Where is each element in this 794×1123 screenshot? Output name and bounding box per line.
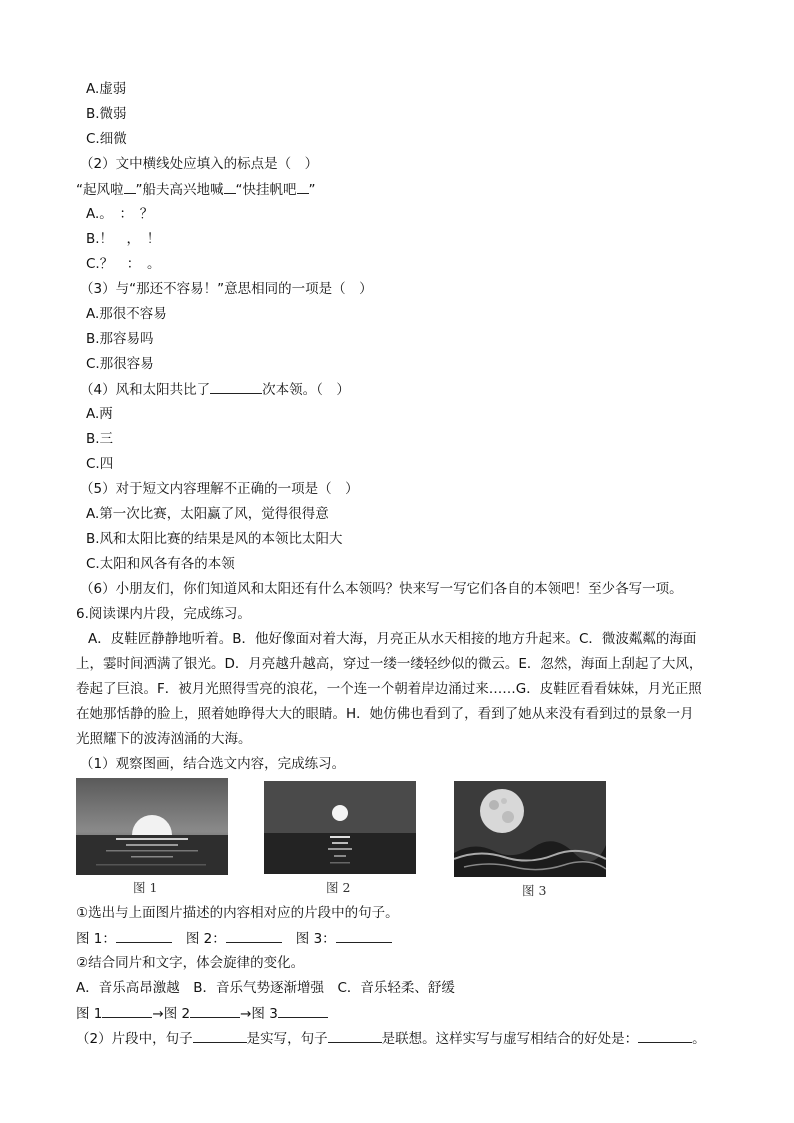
option-b: B.三 [86,431,114,447]
question-4-stem [80,380,350,399]
stem-text: 次本领。（ ） [262,382,350,398]
stem-text: 是实写，句子 [246,1031,328,1047]
sub-question-2 [76,1029,706,1048]
music-options: A．音乐高昂激越 B．音乐气势逐渐增强 C．音乐轻柔、舒缓 [76,980,455,996]
quote-part: “快挂帆吧 [235,182,297,198]
option-a: A.那很不容易 [86,306,167,322]
passage-line: 卷起了巨浪。F．被月光照得雪亮的浪花，一个连一个朝着岸边涌过来……G．皮鞋匠看看妹妹，月光正照 [76,681,702,697]
answer-blank [116,929,172,943]
figure-label: 图 2： [185,931,226,947]
option-c: C.细微 [86,131,127,147]
blank [224,180,236,194]
passage-line: 在她那恬静的脸上，照着她睁得大大的眼睛。H．她仿佛也看到了，看到了她从来没有看到过的景象一月 [76,706,694,722]
option-a: A.两 [86,406,113,422]
figure-flow-row [76,1004,328,1023]
answer-blank [193,1029,247,1043]
question-2-quote [76,180,316,199]
answer-blank [190,1004,240,1018]
passage-line: A．皮鞋匠静静地听着。B．他好像面对着大海，月亮正从水天相接的地方升起来。C．微波粼粼的海面 [88,631,697,647]
moonrise-over-sea-illustration [76,778,228,875]
figure-caption: 图 1 [133,880,158,895]
figure-label: 图 3： [295,931,336,947]
moon-high-over-sea-illustration [264,781,416,874]
option-b: B.微弱 [86,106,127,122]
moon-image-2 [264,781,416,874]
option-b: B.那容易吗 [86,331,154,347]
option-c: C.那很容易 [86,356,154,372]
option-a: A.虚弱 [86,81,127,97]
flow-label: →图 3 [240,1006,278,1022]
blank [297,180,309,194]
quote-part: ”船夫高兴地喊 [135,182,224,198]
option-c: C.？ ： 。 [86,256,161,272]
stem-text: （2）片段中，句子 [76,1031,193,1047]
option-a: A.。 ： ？ [86,206,154,222]
flow-label: 图 1 [76,1006,103,1022]
blank [124,180,136,194]
question-2-stem: （2）文中横线处应填入的标点是（ ） [80,156,319,172]
answer-blank [226,929,282,943]
sub-question-1a: ①选出与上面图片描述的内容相对应的片段中的句子。 [76,905,399,921]
quote-part: ” [308,182,316,198]
moon-image-3 [454,781,606,877]
question-5-stem: （5）对于短文内容理解不正确的一项是（ ） [80,481,359,497]
sub-question-1b: ②结合同片和文字，体会旋律的变化。 [76,955,305,971]
sub-question-1-stem: （1）观察图画，结合选文内容，完成练习。 [80,756,346,772]
section-heading: 6.阅读课内片段，完成练习。 [76,606,251,622]
answer-blank [336,929,392,943]
option-c: C.四 [86,456,114,472]
option-b: B.风和太阳比赛的结果是风的本领比太阳大 [86,531,343,547]
passage-line: 上，霎时间洒满了银光。D．月亮越升越高，穿过一缕一缕轻纱似的微云。E．忽然，海面上刮起了大风， [76,656,703,672]
figure-caption: 图 3 [522,883,547,898]
figure-label: 图 1： [76,931,116,947]
figure-caption: 图 2 [326,880,351,895]
passage-line: 光照耀下的波涛汹涌的大海。 [76,731,252,747]
option-c: C.太阳和风各有各的本领 [86,556,235,572]
stem-text: （4）风和太阳共比了 [80,382,211,398]
answer-blank [328,1029,382,1043]
full-moon-waves-illustration [454,781,606,877]
flow-label: →图 2 [152,1006,191,1022]
answer-blank [210,380,262,394]
option-a: A.第一次比赛，太阳赢了风，觉得很得意 [86,506,329,522]
stem-text: 是联想。这样实写与虚写相结合的好处是： [381,1031,639,1047]
quote-part: “起风啦 [76,182,124,198]
moon-image-1 [76,778,228,875]
figure-answer-row [76,929,392,948]
stem-text: 。 [692,1031,706,1047]
answer-blank [638,1029,692,1043]
question-6-stem: （6）小朋友们，你们知道风和太阳还有什么本领吗？快来写一写它们各自的本领吧！至少各写一项。 [80,581,683,597]
answer-blank [278,1004,328,1018]
question-3-stem: （3）与“那还不容易！”意思相同的一项是（ ） [80,281,373,297]
answer-blank [102,1004,152,1018]
option-b: B.！ ， ！ [86,231,161,247]
